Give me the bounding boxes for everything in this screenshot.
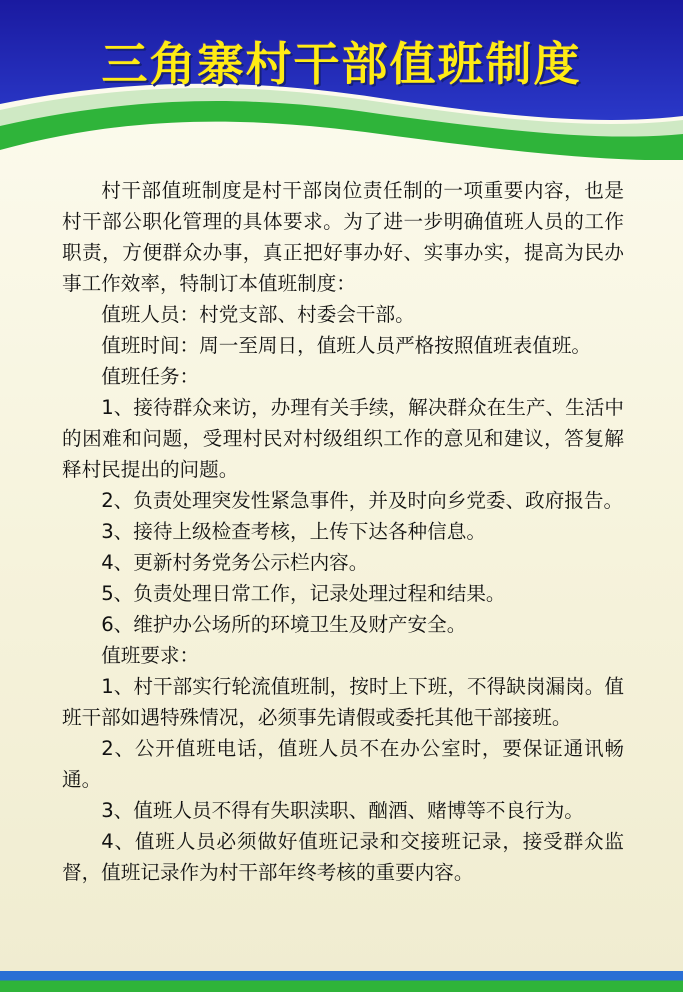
footer-stripe <box>0 966 683 992</box>
task-item-3: 3、接待上级检查考核，上传下达各种信息。 <box>101 520 486 543</box>
heading-duty-requirements: 值班要求： <box>101 644 200 667</box>
paragraph-intro: 村干部值班制度是村干部岗位责任制的一项重要内容，也是村干部公职化管理的具体要求。为了进一步明确值班人员的工作职责，方便群众办事，真正把好事办好、实事办实，提高为民办事工作效率，特制订本值班制度： <box>62 179 624 295</box>
task-item-5: 5、负责处理日常工作，记录处理过程和结果。 <box>101 582 506 605</box>
requirement-item-1: 1、村干部实行轮流值班制，按时上下班，不得缺岗漏岗。值班干部如遇特殊情况，必须事先请假或委托其他干部接班。 <box>62 675 624 729</box>
heading-duty-tasks: 值班任务： <box>101 365 200 388</box>
paragraph-duty-staff: 值班人员：村党支部、村委会干部。 <box>101 303 415 326</box>
task-item-6: 6、维护办公场所的环境卫生及财产安全。 <box>101 613 467 636</box>
requirement-item-3: 3、值班人员不得有失职渎职、酗酒、赌博等不良行为。 <box>101 799 584 822</box>
regulation-body <box>62 175 624 888</box>
task-item-4: 4、更新村务党务公示栏内容。 <box>101 551 369 574</box>
paragraph-duty-time: 值班时间：周一至周日，值班人员严格按照值班表值班。 <box>101 334 592 357</box>
task-item-1: 1、接待群众来访，办理有关手续，解决群众在生产、生活中的困难和问题，受理村民对村级组织工作的意见和建议，答复解释村民提出的问题。 <box>62 396 624 481</box>
page-title: 三角寨村干部值班制度 <box>101 37 582 91</box>
requirement-item-4: 4、值班人员必须做好值班记录和交接班记录，接受群众监督，值班记录作为村干部年终考核的重要内容。 <box>62 830 624 884</box>
requirement-item-2: 2、公开值班电话，值班人员不在办公室时，要保证通讯畅通。 <box>62 737 624 791</box>
task-item-2: 2、负责处理突发性紧急事件，并及时向乡党委、政府报告。 <box>101 489 624 512</box>
